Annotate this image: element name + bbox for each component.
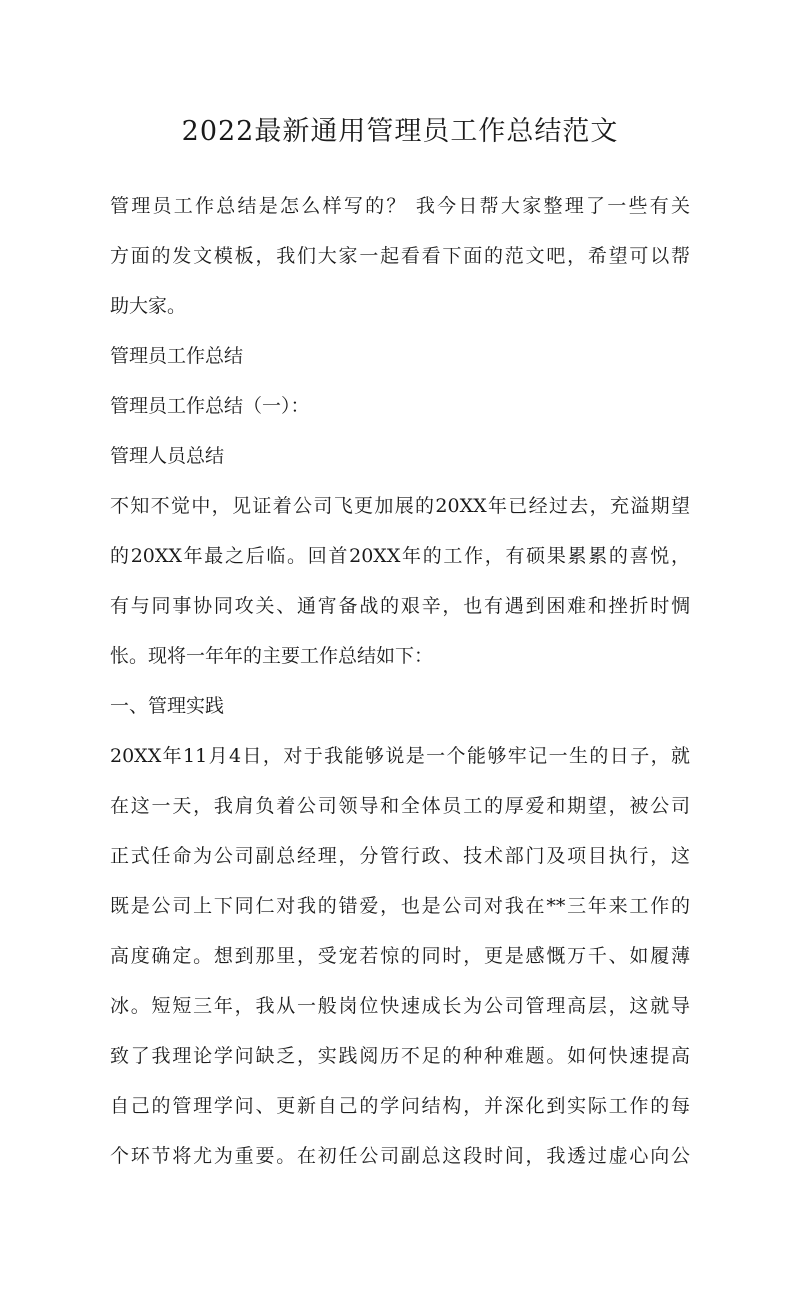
paragraph-line: 有与同事协同攻关、通宵备战的艰辛，也有遇到困难和挫折时惆: [110, 595, 690, 617]
paragraph-line: 既是公司上下同仁对我的错爱，也是公司对我在**三年来工作的: [110, 895, 690, 917]
section-heading: 一、管理实践: [110, 695, 225, 717]
paragraph-line: 的20XX年最之后临。回首20XX年的工作，有硕果累累的喜悦，: [110, 545, 690, 567]
section-heading: 管理员工作总结: [110, 345, 244, 367]
paragraph-line: 自己的管理学问、更新自己的学问结构，并深化到实际工作的每: [110, 1095, 690, 1117]
paragraph-line: 在这一天，我肩负着公司领导和全体员工的厚爱和期望，被公司: [110, 795, 690, 817]
section-heading: 管理员工作总结（一）：: [110, 395, 310, 417]
paragraph-line: 管理员工作总结是怎么样写的？ 我今日帮大家整理了一些有关: [110, 195, 690, 217]
paragraph-line: 致了我理论学问缺乏，实践阅历不足的种种难题。如何快速提高: [110, 1045, 690, 1067]
paragraph-line: 正式任命为公司副总经理，分管行政、技术部门及项目执行，这: [110, 845, 690, 867]
document-title: 2022最新通用管理员工作总结范文: [181, 116, 619, 147]
paragraph-line: 冰。短短三年，我从一般岗位快速成长为公司管理高层，这就导: [110, 995, 690, 1017]
paragraph-line: 高度确定。想到那里，受宠若惊的同时，更是感慨万千、如履薄: [110, 945, 690, 967]
paragraph-line: 不知不觉中，见证着公司飞更加展的20XX年已经过去，充溢期望: [110, 495, 690, 517]
paragraph-line: 怅。现将一年年的主要工作总结如下：: [110, 645, 434, 667]
paragraph-line: 个环节将尤为重要。在初任公司副总这段时间，我透过虚心向公: [110, 1145, 690, 1167]
section-heading: 管理人员总结: [110, 445, 225, 467]
paragraph-line: 方面的发文模板，我们大家一起看看下面的范文吧，希望可以帮: [110, 245, 690, 267]
paragraph-line: 20XX年11月4日，对于我能够说是一个能够牢记一生的日子，就: [110, 745, 690, 767]
paragraph-line: 助大家。: [110, 295, 187, 317]
